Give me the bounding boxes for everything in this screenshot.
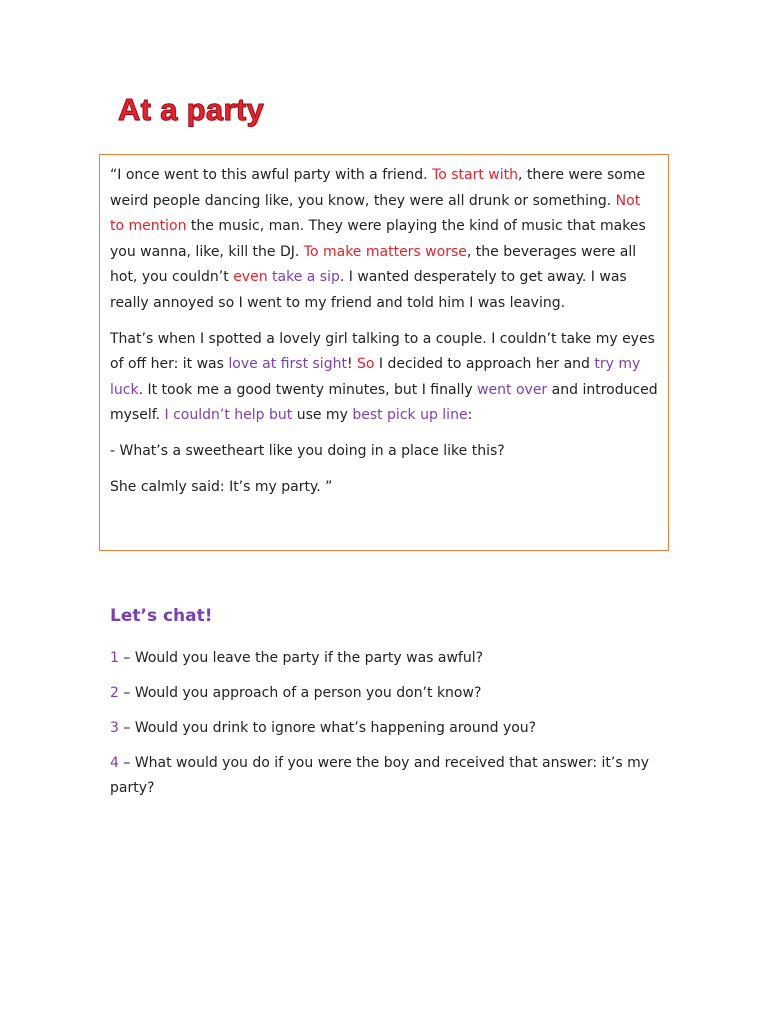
highlighted-phrase: I couldn’t help but bbox=[164, 407, 293, 424]
story-box bbox=[99, 154, 669, 551]
story-paragraph-2 bbox=[110, 327, 658, 429]
story-text: , there were some weird people dancing like, you know, they were all drunk or something. bbox=[110, 167, 646, 209]
highlighted-phrase: even bbox=[233, 269, 268, 286]
story-text: , the beverages were all hot, you couldn’t bbox=[110, 243, 637, 286]
story-text: “I once went to this awful party with a friend. bbox=[110, 167, 433, 183]
question-number: 3 bbox=[110, 720, 119, 736]
story-paragraph-1 bbox=[110, 163, 658, 317]
highlighted-phrase: take a sip bbox=[267, 269, 340, 286]
highlighted-phrase: went over bbox=[477, 381, 548, 398]
highlighted-phrase: To start with bbox=[432, 167, 519, 183]
question-text: – Would you drink to ignore what’s happening around you? bbox=[118, 720, 537, 736]
question-number: 1 bbox=[110, 650, 119, 666]
highlighted-phrase: try my luck bbox=[110, 356, 641, 398]
story-text: and introduced myself. bbox=[110, 381, 658, 424]
question-item bbox=[110, 716, 650, 741]
highlighted-phrase: Not to mention bbox=[110, 192, 641, 235]
question-text: – What would you do if you were the boy and received that answer: it’s my party? bbox=[110, 755, 650, 796]
question-list bbox=[110, 646, 650, 811]
story-text: : bbox=[467, 407, 473, 424]
story-text: That’s when I spotted a lovely girl talking to a couple. I couldn’t take my eyes of off her: it was bbox=[110, 330, 655, 373]
question-item bbox=[110, 751, 650, 801]
question-number: 2 bbox=[110, 685, 119, 701]
chat-title: Let’s chat! bbox=[110, 606, 213, 626]
story-text: the music, man. They were playing the kind of music that makes you wanna, like, kill the DJ. bbox=[110, 218, 646, 260]
question-item bbox=[110, 681, 650, 706]
story-paragraph-3: - What’s a sweetheart like you doing in a place like this? bbox=[110, 442, 505, 459]
question-text: – Would you leave the party if the party was awful? bbox=[118, 650, 484, 666]
story-text: I decided to approach her and bbox=[374, 356, 595, 373]
page-title: At a party bbox=[118, 92, 264, 127]
highlighted-phrase: best pick up line bbox=[352, 407, 468, 424]
story-text: . It took me a good twenty minutes, but I finally bbox=[138, 381, 478, 398]
story-text: . I wanted desperately to get away. I was really annoyed so I went to my friend and told him I was leaving. bbox=[110, 269, 627, 311]
question-item bbox=[110, 646, 650, 671]
question-text: – Would you approach of a person you don’t know? bbox=[118, 685, 482, 701]
highlighted-phrase: love at first sight bbox=[228, 356, 347, 373]
story-text: use my bbox=[292, 407, 353, 424]
question-number: 4 bbox=[110, 755, 119, 771]
story-text: ! bbox=[346, 356, 357, 373]
story-paragraph-4: She calmly said: It’s my party. ” bbox=[110, 478, 333, 495]
highlighted-phrase: So bbox=[357, 356, 375, 373]
highlighted-phrase: To make matters worse bbox=[303, 243, 467, 260]
